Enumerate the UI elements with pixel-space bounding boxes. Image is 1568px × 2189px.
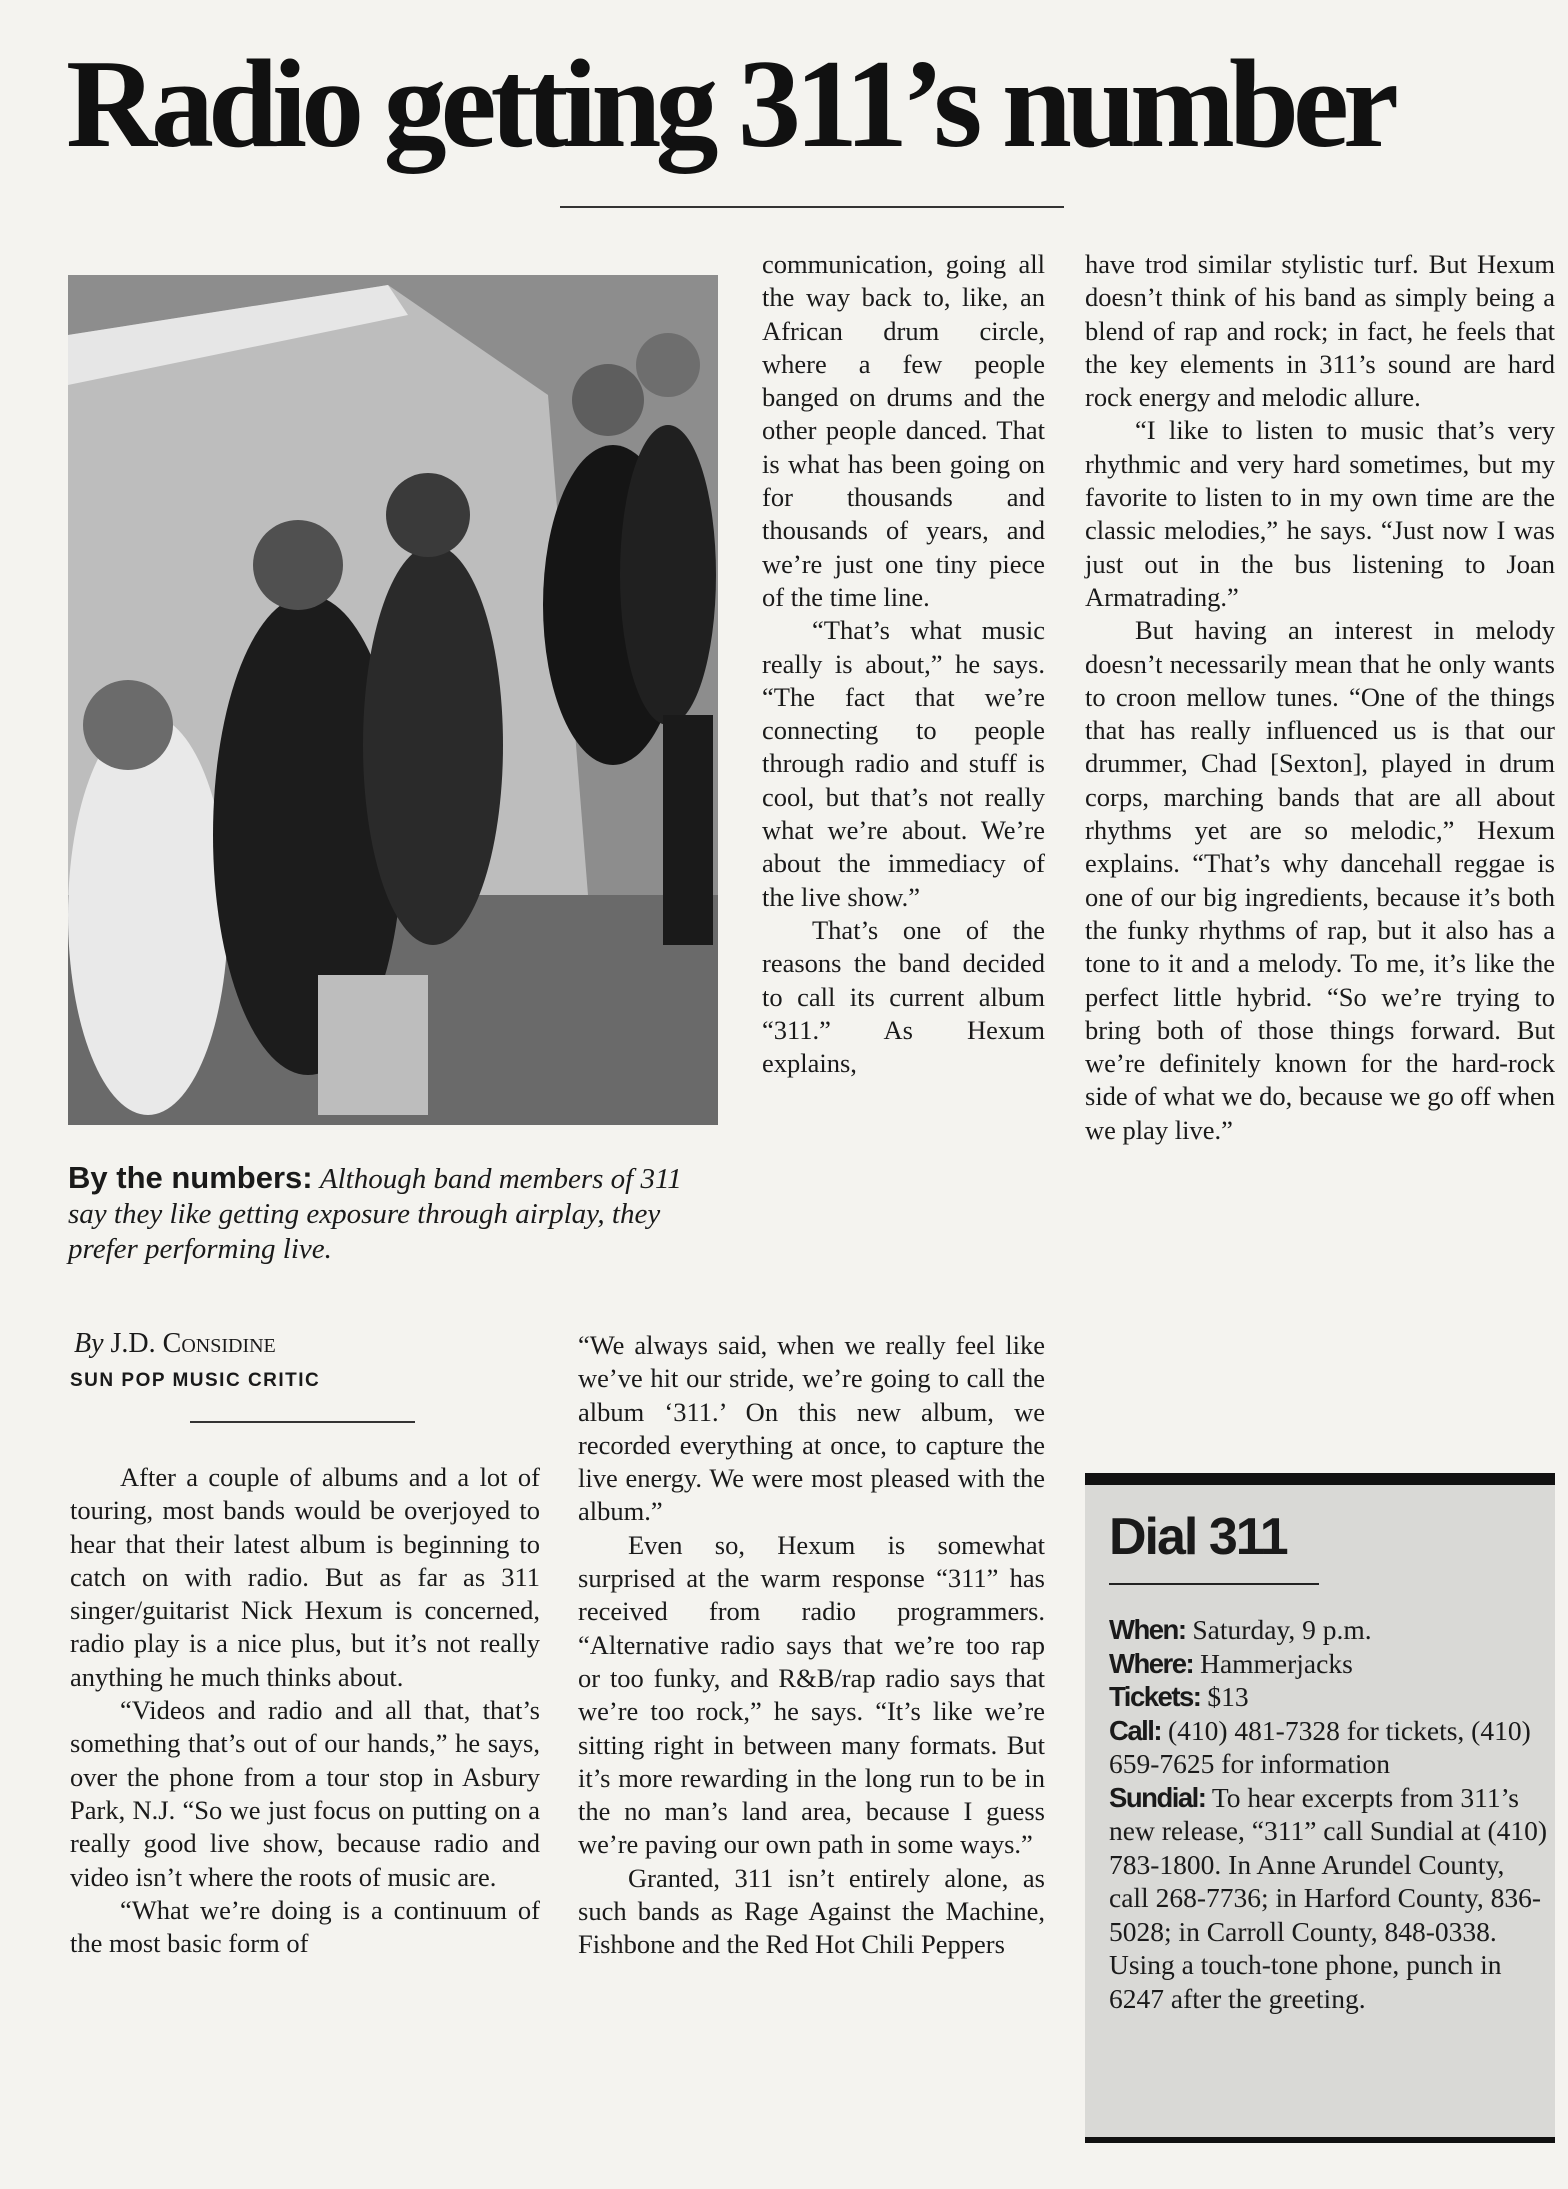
paragraph: have trod similar stylistic turf. But Hexum doesn’t think of his band as simply being a blend of rap and rock; in fact, he feels that the key elements in 311’s sound are hard rock energy and melodic allure. <box>1085 249 1555 413</box>
column-1 <box>70 1461 540 1960</box>
info-sundial-label: Sundial: <box>1109 1781 1206 1813</box>
info-tickets <box>1109 1680 1549 1714</box>
byline <box>74 1328 276 1360</box>
info-where-value: Hammerjacks <box>1200 1647 1353 1679</box>
headline: Radio getting 311’s number <box>66 35 1393 174</box>
paragraph: “I like to listen to music that’s very rhythmic and very hard sometimes, but my favorite to listen to in my own time are the classic melodies,” he says. “Just now I was just out in the bus listening to Joan Armatrading.” <box>1085 415 1555 612</box>
column-2-top <box>762 248 1045 1080</box>
paragraph: But having an interest in melody doesn’t necessarily mean that he only wants to croon mellow tunes. “One of the things that has really influenced us is that our drummer, Chad [Sexton], played in drum corps, marching bands that are all about rhythms yet are so melodic,” Hexum explains. “That’s why dancehall reggae is one of our big ingredients, because it’s both the funky rhythms of rap, but it also has a tone to it and a melody. To me, it’s like the perfect little hybrid. “So we’re trying to bring both of those things forward. But we’re definitely known for the hard-rock side of what we do, because we go off when we play live.” <box>1085 615 1555 1145</box>
info-call-label: Call: <box>1109 1714 1162 1746</box>
paragraph: communication, going all the way back to, like, an African drum circle, where a few people banged on drums and the other people danced. That is what has been going on for thousands and thousands of years, and we’re just one tiny piece of the time line. <box>762 249 1045 612</box>
info-when <box>1109 1613 1549 1647</box>
info-sundial <box>1109 1781 1549 2016</box>
info-when-value: Saturday, 9 p.m. <box>1192 1614 1372 1645</box>
info-box <box>1085 1473 1555 2143</box>
info-box-rule <box>1109 1583 1319 1585</box>
byline-rule <box>190 1421 415 1423</box>
info-tickets-label: Tickets: <box>1109 1681 1201 1712</box>
band-photo <box>68 275 718 1125</box>
byline-title: SUN POP MUSIC CRITIC <box>70 1370 321 1391</box>
paragraph: Granted, 311 isn’t entirely alone, as such bands as Rage Against the Machine, Fishbone and the Red Hot Chili Peppers <box>578 1862 1045 1960</box>
caption-lead: By the numbers: <box>68 1160 313 1195</box>
photo-caption <box>68 1160 718 1267</box>
info-call <box>1109 1714 1549 1781</box>
info-box-body <box>1109 1613 1549 2015</box>
info-tickets-value: $13 <box>1207 1681 1249 1712</box>
paragraph: “Videos and radio and all that, that’s something that’s out of our hands,” he says, over the phone from a tour stop in Asbury Park, N.J. “So we just focus on putting on a really good live show, because radio and video isn’t where the roots of music are. <box>70 1695 540 1892</box>
info-sundial-value: To hear excerpts from 311’s new release, “311” call Sundial at (410) 783-1800. In Anne Arundel County, call 268-7736; in Harford County, 836-5028; in Carroll County, 848-0338. Using a touch-tone phone, punch in 6247 after the greeting. <box>1109 1781 1548 2014</box>
paragraph: “That’s what music really is about,” he says. “The fact that we’re connecting to people through radio and stuff is cool, but that’s not really what we’re about. We’re about the immediacy of the live show.” <box>762 615 1045 912</box>
column-2-bottom <box>578 1329 1045 1962</box>
info-where-label: Where: <box>1109 1647 1194 1679</box>
byline-by: By <box>74 1328 104 1359</box>
info-when-label: When: <box>1109 1614 1186 1645</box>
paragraph: After a couple of albums and a lot of touring, most bands would be overjoyed to hear that their latest album is beginning to catch on with radio. But as far as 311 singer/guitarist Nick Hexum is concerned, radio play is a nice plus, but it’s not really anything he much thinks about. <box>70 1462 540 1692</box>
info-where <box>1109 1647 1549 1681</box>
info-call-value: (410) 481-7328 for tickets, (410) 659-7625 for information <box>1109 1714 1531 1779</box>
paragraph: That’s one of the reasons the band decided to call its current album “311.” As Hexum explains, <box>762 914 1045 1079</box>
info-box-title: Dial 311 <box>1109 1508 1287 1566</box>
byline-name: J.D. Considine <box>110 1328 276 1359</box>
column-3 <box>1085 248 1555 1147</box>
caption-body: Although band members of 311 say they like getting exposure through airplay, they prefer performing live. <box>68 1163 682 1265</box>
paragraph: Even so, Hexum is somewhat surprised at the warm response “311” has received from radio programmers. “Alternative radio says that we’re too rap or too funky, and R&B/rap radio says that we’re too rock,” he says. “It’s like we’re sitting right in between many formats. But it’s more rewarding in the long run to be in the no man’s land area, because I guess we’re paving our own path in some ways.” <box>578 1529 1045 1860</box>
paragraph: “We always said, when we really feel like we’ve hit our stride, we’re going to call the album ‘311.’ On this new album, we recorded everything at once, to capture the live energy. We were most pleased with the album.” <box>578 1330 1045 1527</box>
band-photo-illustration <box>68 275 718 1125</box>
paragraph: “What we’re doing is a continuum of the most basic form of <box>70 1894 540 1959</box>
headline-rule <box>560 206 1064 208</box>
